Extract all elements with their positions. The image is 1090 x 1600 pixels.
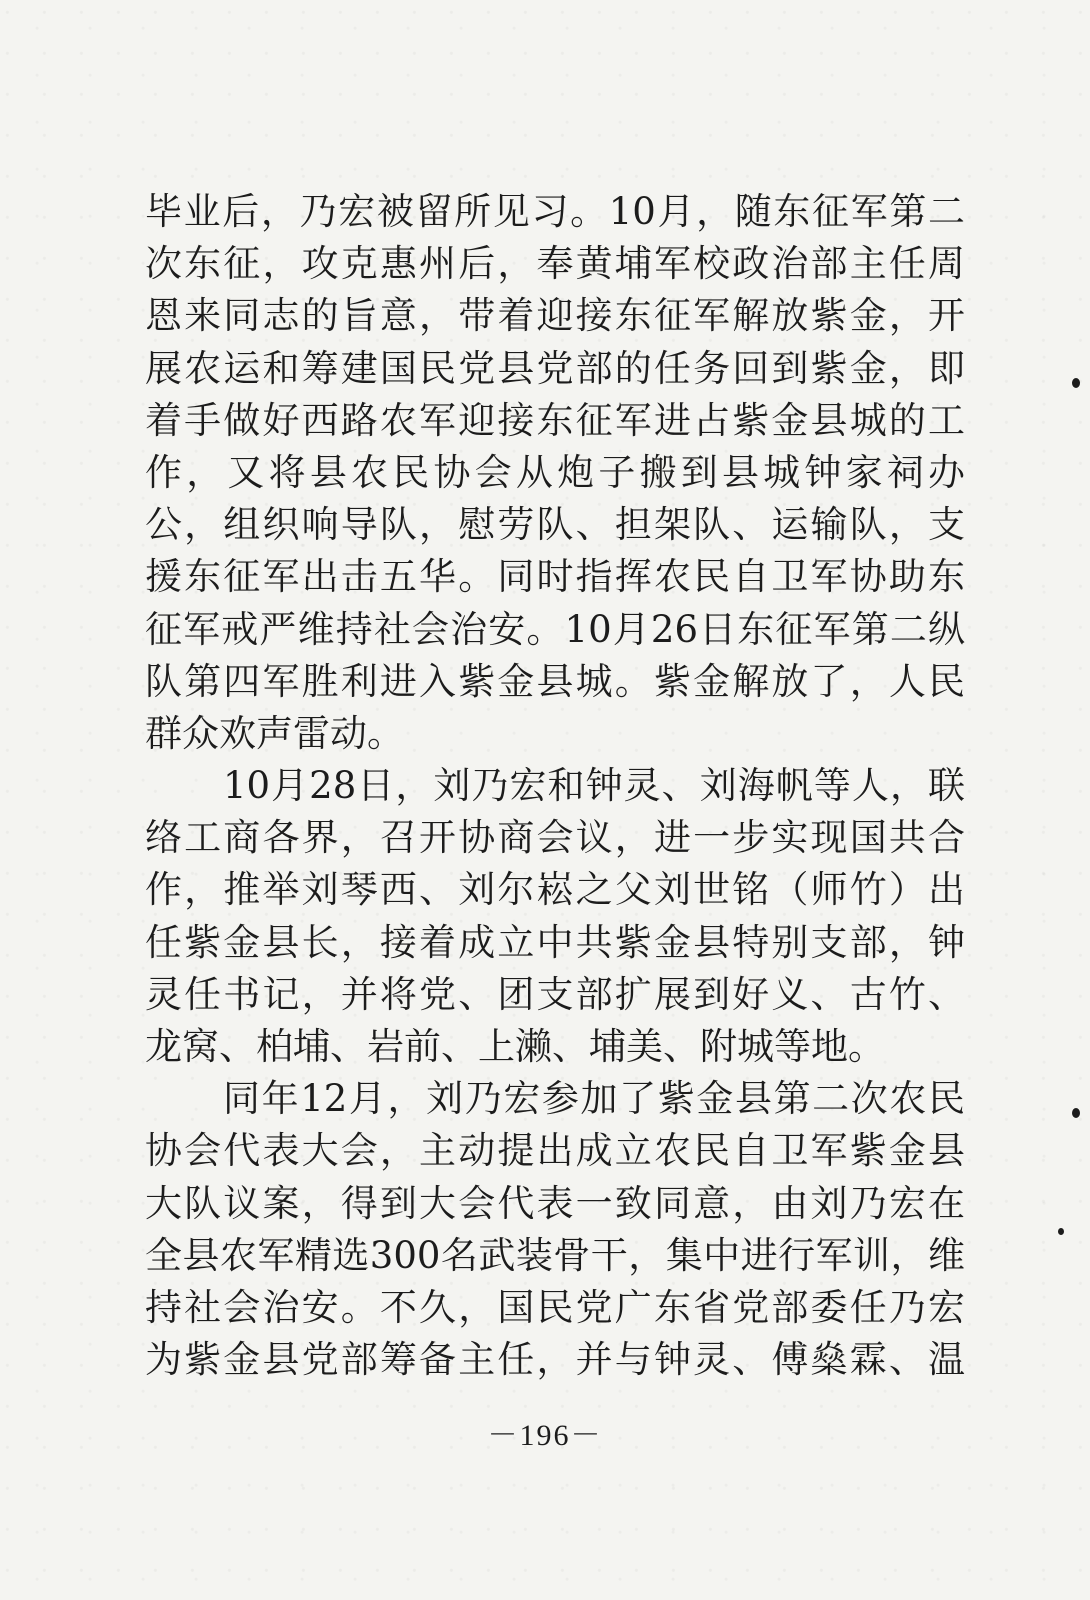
text-line: 大队议案，得到大会代表一致同意，由刘乃宏在 <box>145 1181 965 1225</box>
text-line: 援东征军出击五华。同时指挥农民自卫军协助东 <box>145 555 965 599</box>
text-line: 任紫金县长，接着成立中共紫金县特别支部，钟 <box>145 920 965 964</box>
text-line: 公，组织响导队，慰劳队、担架队、运输队，支 <box>145 503 965 547</box>
text-line: 毕业后，乃宏被留所见习。10月，随东征军第二 <box>145 190 965 233</box>
text-line: 灵任书记，并将党、团支部扩展到好义、古竹、 <box>145 972 965 1016</box>
text-line: 队第四军胜利进入紫金县城。紫金解放了，人民 <box>145 659 965 703</box>
text-line: 龙窝、柏埔、岩前、上濑、埔美、附城等地。 <box>145 1025 885 1068</box>
text-line: 恩来同志的旨意，带着迎接东征军解放紫金，开 <box>145 294 965 338</box>
text-line: 持社会治安。不久，国民党广东省党部委任乃宏 <box>145 1285 965 1329</box>
text-line: 10月28日，刘乃宏和钟灵、刘海帆等人，联 <box>223 764 965 808</box>
text-line: 全县农军精选300名武装骨干，集中进行军训，维 <box>145 1233 965 1277</box>
scan-speck <box>1072 378 1080 388</box>
text-line: 次东征，攻克惠州后，奉黄埔军校政治部主任周 <box>145 242 965 286</box>
scan-speck <box>1058 1228 1064 1235</box>
paragraph-1 <box>145 186 965 760</box>
paragraph-2 <box>145 760 965 1073</box>
text-line: 着手做好西路农军迎接东征军进占紫金县城的工 <box>145 398 965 442</box>
text-line: 为紫金县党部筹备主任，并与钟灵、傅燊霖、温 <box>145 1338 965 1382</box>
text-line: 协会代表大会，主动提出成立农民自卫军紫金县 <box>145 1129 965 1173</box>
text-line: 同年12月，刘乃宏参加了紫金县第二次农民 <box>223 1077 965 1121</box>
text-line: 征军戒严维持社会治安。10月26日东征军第二纵 <box>145 607 965 651</box>
page-number: －196－ <box>487 1419 603 1452</box>
text-line: 络工商各界，召开协商会议，进一步实现国共合 <box>145 816 965 860</box>
body-text <box>145 186 965 1386</box>
text-line: 展农运和筹建国民党县党部的任务回到紫金，即 <box>145 346 965 390</box>
paragraph-3 <box>145 1073 965 1386</box>
text-line: 作，又将县农民协会从炮子搬到县城钟家祠办 <box>145 450 965 494</box>
text-line: 作，推举刘琴西、刘尔崧之父刘世铭（师竹）出 <box>145 868 965 912</box>
text-line: 群众欢声雷动。 <box>145 711 404 755</box>
scan-speck <box>1072 1108 1080 1118</box>
